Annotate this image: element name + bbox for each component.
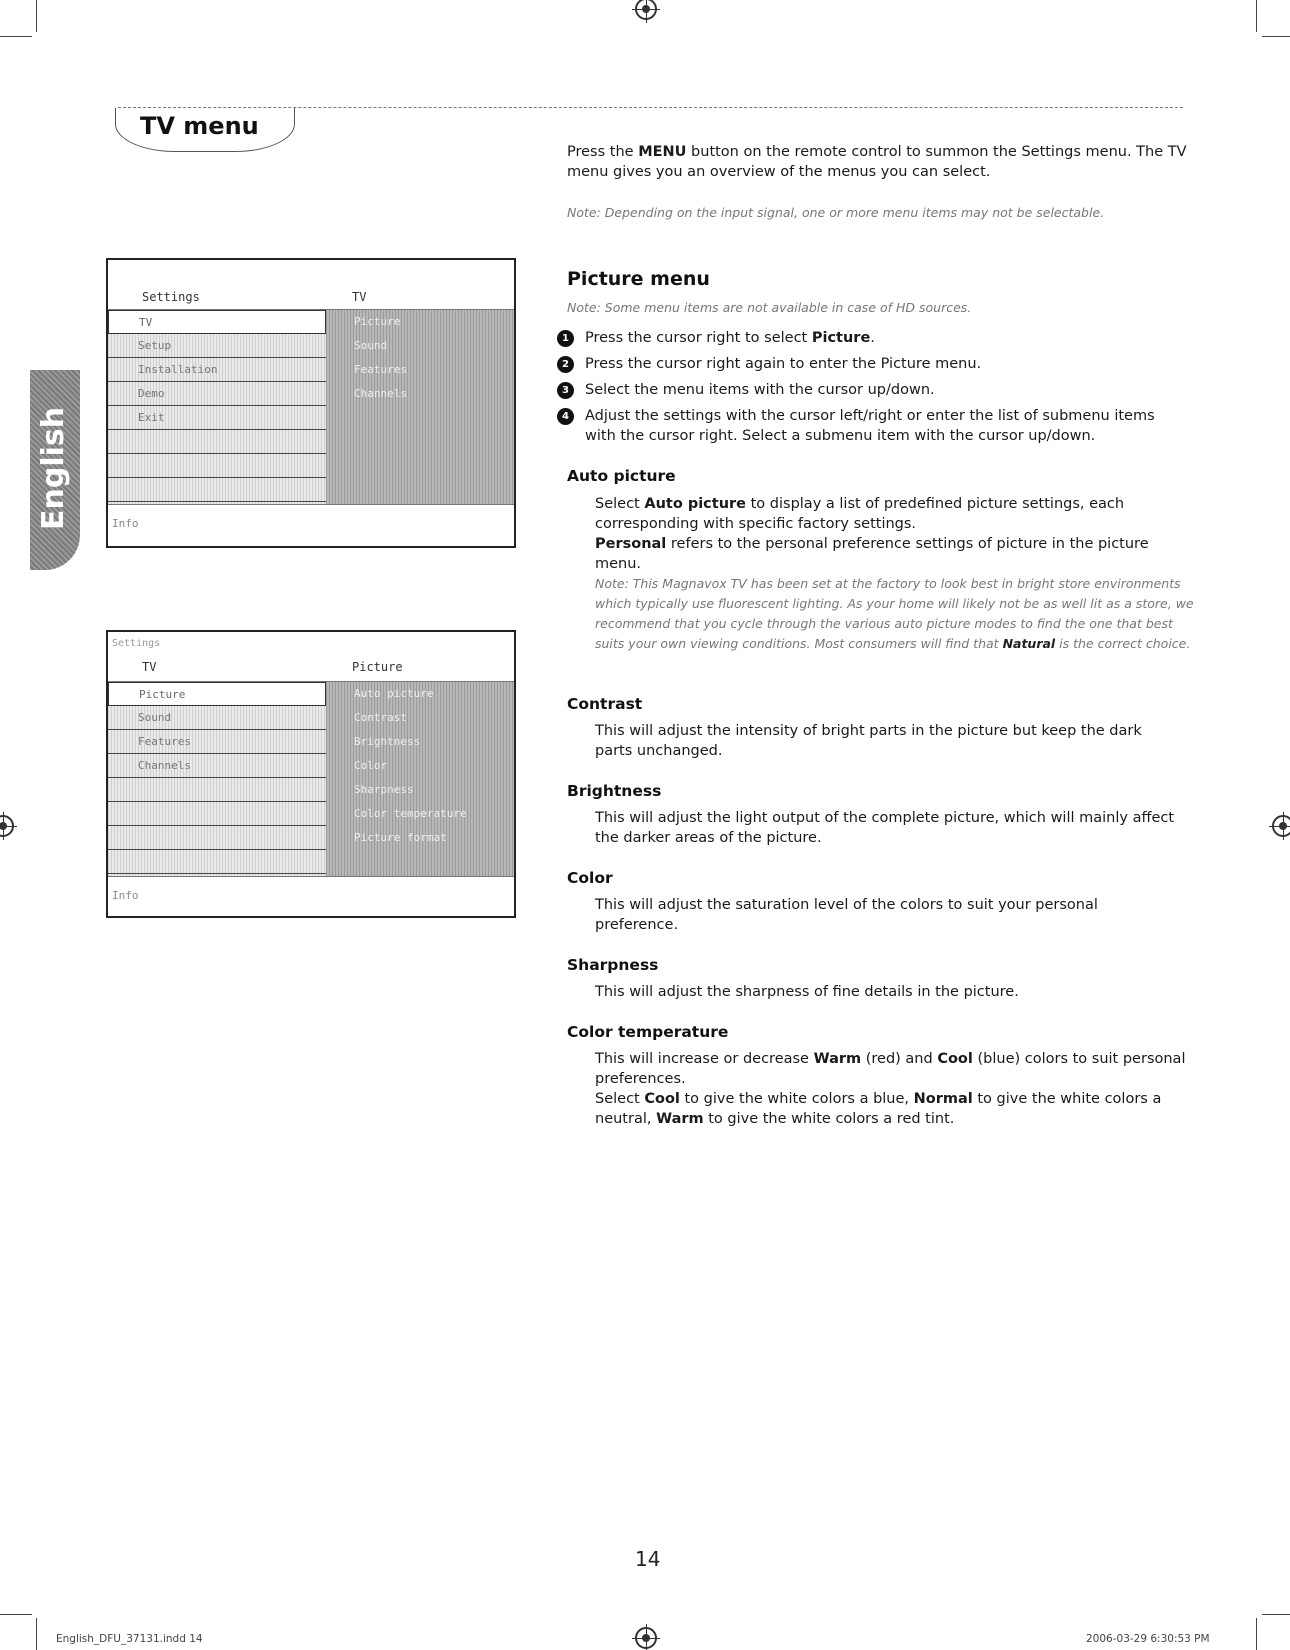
- menu-item: Channels: [108, 754, 326, 778]
- menu-item: [108, 454, 326, 478]
- intro-note: Note: Depending on the input signal, one or more menu items may not be selectable.: [567, 205, 1105, 220]
- crop-mark: [1256, 0, 1257, 32]
- screen-header: [108, 260, 514, 310]
- color-text: This will adjust the saturation level of the colors to suit your personal preference.: [595, 897, 1098, 933]
- screen-body: [108, 682, 514, 876]
- crop-mark: [36, 0, 37, 32]
- submenu-item: Auto picture: [354, 687, 434, 700]
- screen-footer: [108, 504, 514, 544]
- submenu-item: Sharpness: [354, 783, 414, 796]
- crop-mark: [1262, 1614, 1290, 1615]
- info-label: Info: [112, 517, 139, 530]
- screen-header-right: Picture: [352, 660, 403, 674]
- auto-picture-note: Note: This Magnavox TV has been set at the factory to look best in bright store environments which typically use fluorescent lighting. As your home will likely not be as well lit as a store, we recommend that you cycle through the various auto picture modes to find the one that best suits your own viewing conditions. Most consumers will find that Natural is the correct choice.: [595, 576, 1194, 651]
- menu-item: [108, 778, 326, 802]
- language-tab: [30, 370, 80, 570]
- submenu-item: Channels: [354, 387, 407, 400]
- registration-mark-icon: [1272, 815, 1290, 837]
- auto-picture-text: Select Auto picture to display a list of predefined picture settings, each corresponding with specific factory settings. Personal refers to the personal preference settings of picture in the picture menu.: [595, 496, 1149, 572]
- menu-item: [108, 478, 326, 502]
- page-title: TV menu: [140, 112, 259, 140]
- page-number: 14: [635, 1547, 661, 1571]
- crop-mark: [36, 1618, 37, 1650]
- crop-mark: [0, 36, 32, 37]
- submenu-item: Picture: [354, 315, 401, 328]
- submenu-item: Features: [354, 363, 407, 376]
- footer-timestamp: 2006-03-29 6:30:53 PM: [1086, 1633, 1210, 1645]
- screen-header-left: TV: [142, 660, 157, 674]
- screen-breadcrumb: Settings: [112, 638, 161, 649]
- menu-item: [108, 850, 326, 874]
- sharpness-text: This will adjust the sharpness of fine details in the picture.: [595, 984, 1019, 1000]
- menu-right-column: [326, 310, 514, 504]
- color-temperature-text: This will increase or decrease Warm (red) and Cool (blue) colors to suit personal preferences. Select Cool to give the white colors a blue, Normal to give the white colors a neutral, Warm to give the white colors a red tint.: [595, 1051, 1186, 1127]
- crop-mark: [1256, 1618, 1257, 1650]
- menu-left-column: [108, 682, 326, 876]
- tv-screen-picture: [106, 630, 516, 918]
- subsection-title-contrast: Contrast: [567, 695, 643, 713]
- screen-header-right: TV: [352, 290, 367, 304]
- submenu-item: Contrast: [354, 711, 407, 724]
- registration-mark-icon: [635, 1627, 657, 1649]
- intro-text: Press the MENU button on the remote control to summon the Settings menu. The TV menu gives you an overview of the menus you can select.: [567, 144, 1187, 180]
- menu-item: Setup: [108, 334, 326, 358]
- step-number-icon: 1: [557, 330, 574, 347]
- menu-item: Features: [108, 730, 326, 754]
- screen-footer: [108, 876, 514, 916]
- registration-mark-icon: [635, 0, 657, 20]
- section-title-picture-menu: Picture menu: [567, 268, 710, 290]
- subsection-title-brightness: Brightness: [567, 782, 662, 800]
- menu-item: [108, 430, 326, 454]
- language-label: English: [36, 406, 71, 530]
- menu-item: Sound: [108, 706, 326, 730]
- menu-item: Picture: [108, 682, 326, 706]
- submenu-item: Sound: [354, 339, 388, 352]
- subsection-title-color: Color: [567, 869, 613, 887]
- menu-item: [108, 826, 326, 850]
- step-2: 2 Press the cursor right again to enter the Picture menu.: [557, 354, 1177, 374]
- menu-right-column: [326, 682, 514, 876]
- brightness-text: This will adjust the light output of the complete picture, which will mainly affect the darker areas of the picture.: [595, 810, 1175, 846]
- step-3: 3 Select the menu items with the cursor up/down.: [557, 380, 1177, 400]
- submenu-item: Color temperature: [354, 807, 467, 820]
- menu-item: TV: [108, 310, 326, 334]
- submenu-item: Color: [354, 759, 388, 772]
- info-label: Info: [112, 889, 139, 902]
- step-number-icon: 2: [557, 356, 574, 373]
- contrast-text: This will adjust the intensity of bright parts in the picture but keep the dark parts unchanged.: [595, 723, 1142, 759]
- crop-mark: [0, 1614, 32, 1615]
- subsection-title-sharpness: Sharpness: [567, 956, 659, 974]
- footer-file: English_DFU_37131.indd 14: [56, 1633, 203, 1645]
- screen-header-left: Settings: [142, 290, 200, 304]
- submenu-item: Picture format: [354, 831, 447, 844]
- menu-left-column: [108, 310, 326, 504]
- menu-item: Exit: [108, 406, 326, 430]
- step-1: 1 Press the cursor right to select Picture.: [557, 328, 1177, 348]
- step-4: 4 Adjust the settings with the cursor left/right or enter the list of submenu items with the cursor right. Select a submenu item with the cursor up/down.: [557, 406, 1187, 446]
- picture-menu-note: Note: Some menu items are not available in case of HD sources.: [567, 300, 972, 315]
- menu-item: Installation: [108, 358, 326, 382]
- crop-mark: [1262, 36, 1290, 37]
- subsection-title-color-temperature: Color temperature: [567, 1023, 729, 1041]
- tv-screen-settings: [106, 258, 516, 548]
- subsection-title-auto-picture: Auto picture: [567, 467, 676, 485]
- submenu-item: Brightness: [354, 735, 421, 748]
- menu-item: Demo: [108, 382, 326, 406]
- step-number-icon: 3: [557, 382, 574, 399]
- step-number-icon: 4: [557, 408, 574, 425]
- screen-body: [108, 310, 514, 504]
- submenu-item: [326, 850, 514, 874]
- registration-mark-icon: [0, 815, 14, 837]
- screen-header: [108, 632, 514, 682]
- menu-item: [108, 802, 326, 826]
